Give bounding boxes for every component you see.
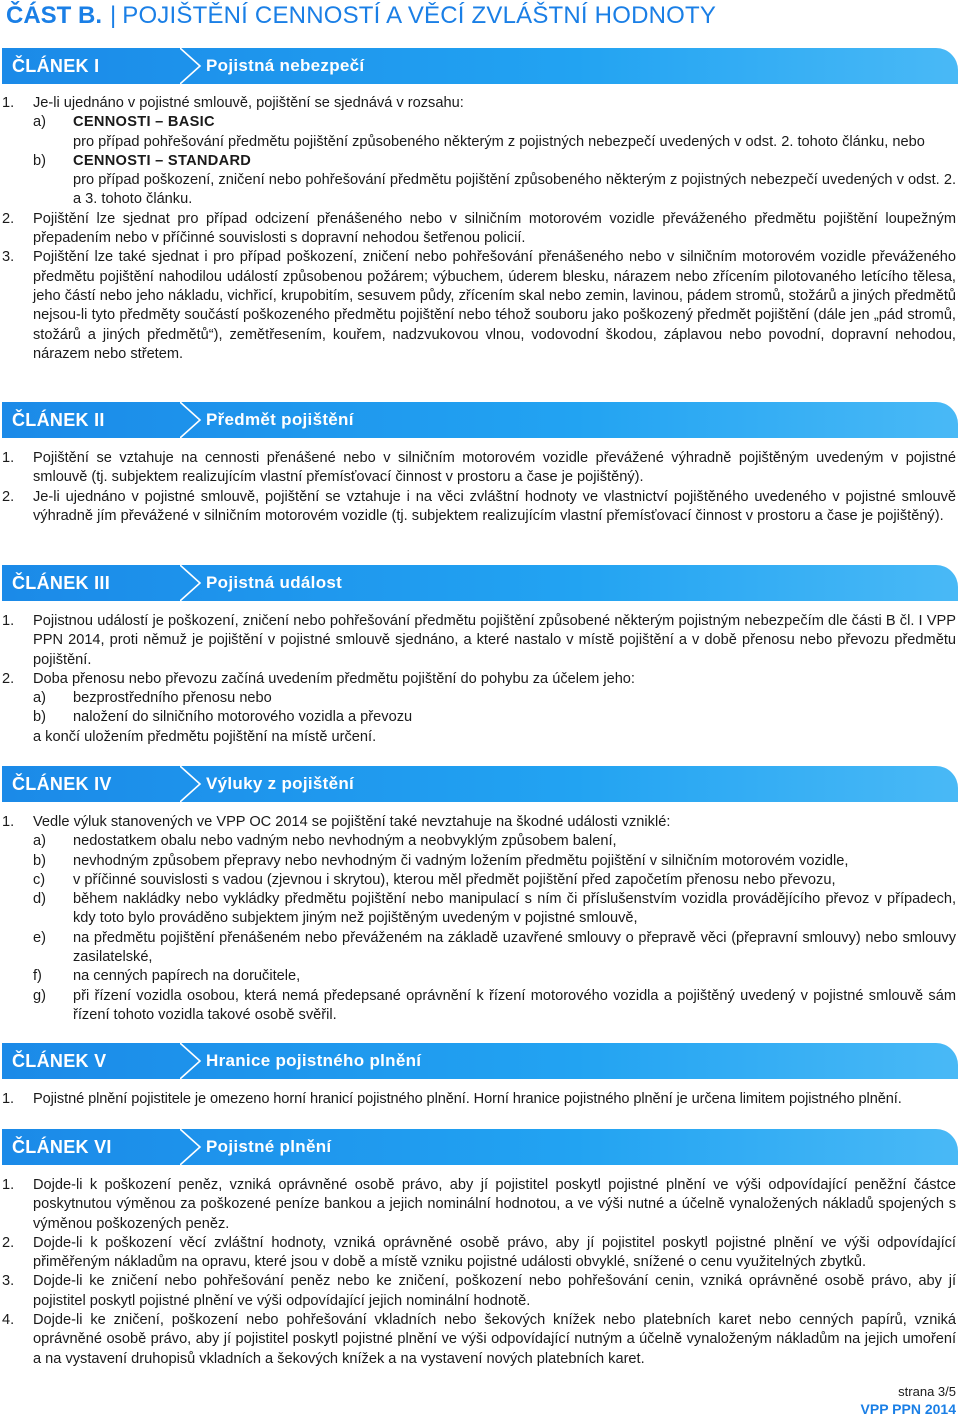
paragraph: 2. Je-li ujednáno v pojistné smlouvě, pojištění se vztahuje i na věci zvláštní hodnoty ve vlastnictví pojištěného uvedeného v pojistné smlouvě výhradně jím převážené v silničním motorovém vozidle (tj. subjektem realizujícím vlastní přemísťovací činnost v prostoru a čase je pojištěný). xyxy=(2,488,956,524)
list-item: g) při řízení vozidla osobou, která nemá předepsané oprávnění k řízení motorového vozidla a pojištěný uvedený v pojistné smlouvě sám řízení tohoto vozidla takové osobě svěřil. xyxy=(33,987,956,1023)
article-3-body xyxy=(2,612,956,747)
article-6-header xyxy=(2,1129,958,1165)
list-item-text: pro případ poškození, zničení nebo pohřešování předmětu pojištění způsobeného některým z pojistných nebezpečí uvedených v odst. 2. a 3. tohoto článku. xyxy=(73,172,956,208)
paragraph: 1. Pojistné plnění pojistitele je omezeno horní hranicí pojistného plnění. Horní hranice pojistného plnění je určena limitem pojistného plnění. xyxy=(2,1091,902,1107)
paragraph: 3. Dojde-li ke zničení nebo pohřešování peněz nebo ke zničení, poškození nebo pohřešování cenin, vzniká oprávněné osobě právo, aby jí pojistitel poskytl pojistné plnění ve výši odpovídající jejich nominální hodnotě. xyxy=(2,1273,956,1309)
paragraph: 1. Pojistnou událostí je poškození, zničení nebo pohřešování předmětu pojištění způsobené některým pojistným nebezpečím dle části B čl. I VPP PPN 2014, proti němuž je pojištění v pojistné smlouvě sjednáno, a které nastalo v místě pojištění a v době přenosu nebo převozu předmětu pojištění. xyxy=(2,613,956,668)
article-title: Výluky z pojištění xyxy=(206,774,355,793)
paragraph: 1. Pojištění se vztahuje na cennosti přenášené nebo v silničním motorovém vozidle převážené výhradně pojištěným uvedeným v pojistné smlouvě (tj. subjektem realizujícím vlastní přemísťovací činnost v prostoru a čase je pojištěný). xyxy=(2,450,956,486)
page-title xyxy=(6,2,716,30)
list-item: a) CENNOSTI – BASIC xyxy=(33,114,215,131)
article-2-body xyxy=(2,449,956,526)
paragraph-end: a končí uložením předmětu pojištění na místě určení. xyxy=(33,728,377,745)
article-6-body xyxy=(2,1176,956,1369)
paragraph: 3. Pojištění lze také sjednat i pro případ poškození, zničení nebo pohřešování přenášeného nebo v silničním motorovém vozidle převáženého předmětu pojištění nahodilou událostí způsobenou požárem; výbuchem, úderem blesku, nárazem nebo zřícením pilotovaného letícího tělesa, jeho částí nebo jeho nákladu, vichřicí, krupobitím, sesuvem půdy, zřícením skal nebo zemin, lavinou, pádem stromů, stožárů a jiných předmětů nejsou-li tyto předměty součástí poškozeného předmětu pojištění nebo téhož souboru jako poškozený předmět pojištění (dále jen „pád stromů, stožárů a jiných předmětů“), zemětřesením, kouřem, nadzvukovou vlnou, vodovodní škodou, záplavou nebo povodní, dopravní nehodou, nárazem nebo střetem. xyxy=(2,249,956,362)
list-item: e) na předmětu pojištění přenášeném nebo převáženém na základě uzavřené smlouvy o přepravě věci (přepravní smlouvy) nebo smlouvy zasilatelské, xyxy=(33,929,956,966)
article-2-header xyxy=(2,402,958,438)
title-separator: | xyxy=(110,2,117,29)
article-5-header xyxy=(2,1043,958,1079)
list-item: a) bezprostředního přenosu nebo xyxy=(33,690,272,707)
paragraph: 4. Dojde-li ke zničení, poškození nebo pohřešování vkladních nebo šekových knížek nebo platebních karet nebo cenných papírů, vzniká oprávněné osobě právo, aby jí pojistitel poskytl pojistné plnění ve výši odpovídající nutným a účelně vynaloženým nákladům na jejich umoření a na vystavení druhopisů vkladních a šekových knížek a na vystavení nových platebních karet. xyxy=(2,1312,956,1367)
document-code: VPP PPN 2014 xyxy=(860,1401,956,1417)
article-number: ČLÁNEK V xyxy=(12,1051,107,1071)
article-number: ČLÁNEK IV xyxy=(12,774,112,794)
page-number: strana 3/5 xyxy=(898,1384,956,1399)
article-1-body xyxy=(2,94,956,364)
list-item: c) v příčinné souvislosti s vadou (zjevnou i skrytou), kterou měl předmět pojištění před započetím přenosu nebo převozu, xyxy=(33,871,836,888)
article-5-body xyxy=(2,1090,956,1109)
article-4-body xyxy=(2,813,956,1025)
list-item: d) během nakládky nebo vykládky předmětu pojištění nebo manipulací s ním či příslušenstvím vozidla provádějícího převoz v případech, kdy toto bylo prováděno subjektem jiným než pojištěným uvedeným v pojistné smlouvě, xyxy=(33,891,956,927)
list-item: a) nedostatkem obalu nebo vadným nebo nevhodným a neobvyklým způsobem balení, xyxy=(33,833,617,850)
list-item-text: pro případ pohřešování předmětu pojištění způsobeného některým z pojistných nebezpečí uvedených v odst. 2. tohoto článku, nebo xyxy=(73,133,925,150)
article-1-header xyxy=(2,48,958,84)
part-label: ČÁST B. xyxy=(6,2,102,29)
part-title: POJIŠTĚNÍ CENNOSTÍ A VĚCÍ ZVLÁŠTNÍ HODNOTY xyxy=(122,2,717,29)
article-3-header xyxy=(2,565,958,601)
list-item: b) nevhodným způsobem přepravy nebo nevhodným či vadným ložením předmětu pojištění v silničním motorovém vozidle, xyxy=(33,852,849,869)
paragraph: 2. Doba přenosu nebo převozu začíná uvedením předmětu pojištění do pohybu za účelem jeho: xyxy=(2,670,635,687)
list-item: f) na cenných papírech na doručitele, xyxy=(33,968,301,985)
article-title: Pojistná událost xyxy=(206,573,343,592)
article-number: ČLÁNEK VI xyxy=(12,1137,112,1157)
article-title: Pojistná nebezpečí xyxy=(206,56,365,75)
article-4-header xyxy=(2,766,958,802)
paragraph: 1. Dojde-li k poškození peněz, vzniká oprávněné osobě právo, aby jí pojistitel poskytl pojistné plnění ve výši odpovídající peněžní částce poskytnutou výměnou za poškozené peníze bankou a jejich nominální hodnotou, a ve výši nutné a účelně vynaložených nákladů spojených s výměnou poškozených peněz. xyxy=(2,1177,956,1232)
list-item: b) CENNOSTI – STANDARD xyxy=(33,152,252,169)
article-number: ČLÁNEK II xyxy=(12,410,105,430)
paragraph: 1. Vedle výluk stanovených ve VPP OC 2014 se pojištění také nevztahuje na škodné události vzniklé: xyxy=(2,814,671,830)
article-number: ČLÁNEK III xyxy=(12,573,111,593)
article-title: Hranice pojistného plnění xyxy=(206,1051,422,1070)
paragraph: 2. Pojištění lze sjednat pro případ odcizení přenášeného nebo v silničním motorovém vozidle převáženého předmětu pojištění loupežným přepadením nebo v příčinné souvislosti s dopravní nehodou šetřenou policií. xyxy=(2,210,956,247)
article-title: Pojistné plnění xyxy=(206,1137,332,1156)
article-number: ČLÁNEK I xyxy=(12,56,100,76)
paragraph: 1. Je-li ujednáno v pojistné smlouvě, pojištění se sjednává v rozsahu: xyxy=(2,95,464,111)
paragraph: 2. Dojde-li k poškození věcí zvláštní hodnoty, vzniká oprávněné osobě právo, aby jí pojistitel poskytl pojistné plnění ve výši odpovídající přiměřeným nákladům na opravu, které jsou v době a místě vzniku pojistné události obvyklé, snížené o cenu využitelných zbytků. xyxy=(2,1234,956,1271)
article-title: Předmět pojištění xyxy=(206,410,354,429)
list-item: b) naložení do silničního motorového vozidla a převozu xyxy=(33,709,413,726)
